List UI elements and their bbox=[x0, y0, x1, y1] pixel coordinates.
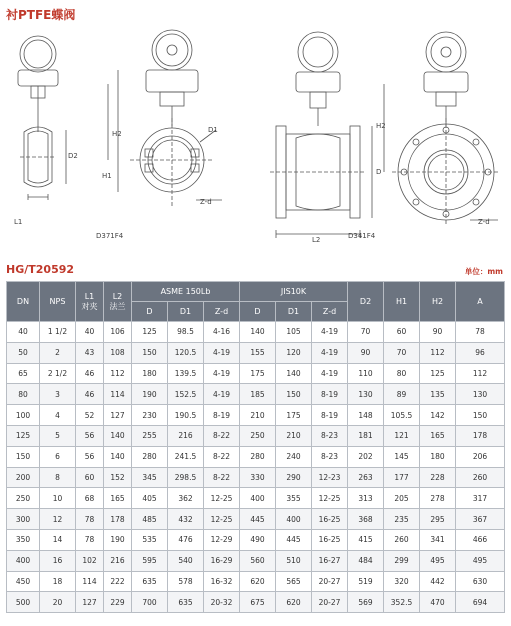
table-cell: 148 bbox=[348, 405, 384, 426]
table-row bbox=[7, 446, 505, 467]
table-cell: 240 bbox=[276, 446, 312, 467]
table-cell: 355 bbox=[276, 488, 312, 509]
table-cell: 216 bbox=[104, 550, 132, 571]
table-row bbox=[7, 571, 505, 592]
table-cell: 12-23 bbox=[312, 467, 348, 488]
table-cell: 400 bbox=[276, 509, 312, 530]
table-row bbox=[7, 342, 505, 363]
table-cell: 1 1/2 bbox=[40, 322, 76, 343]
table-cell: 635 bbox=[132, 571, 168, 592]
table-cell: 510 bbox=[276, 550, 312, 571]
table-cell: 300 bbox=[7, 509, 40, 530]
table-cell: 155 bbox=[240, 342, 276, 363]
table-cell: 102 bbox=[76, 550, 104, 571]
table-cell: 16-32 bbox=[204, 571, 240, 592]
table-cell: 100 bbox=[7, 405, 40, 426]
table-cell: 127 bbox=[104, 405, 132, 426]
table-cell: 165 bbox=[420, 425, 456, 446]
table-cell: 228 bbox=[420, 467, 456, 488]
table-cell: 112 bbox=[104, 363, 132, 384]
table-cell: 12-25 bbox=[204, 488, 240, 509]
table-cell: 263 bbox=[348, 467, 384, 488]
table-cell: 180 bbox=[420, 446, 456, 467]
table-cell: 578 bbox=[168, 571, 204, 592]
table-cell: 114 bbox=[76, 571, 104, 592]
table-cell: 16-27 bbox=[312, 550, 348, 571]
table-cell: 65 bbox=[7, 363, 40, 384]
table-cell: 152 bbox=[104, 467, 132, 488]
table-cell: 500 bbox=[7, 592, 40, 613]
table-cell: 152.5 bbox=[168, 384, 204, 405]
table-cell: 620 bbox=[276, 592, 312, 613]
table-row bbox=[7, 467, 505, 488]
table-cell: 620 bbox=[240, 571, 276, 592]
table-cell: 139.5 bbox=[168, 363, 204, 384]
table-cell: 8-19 bbox=[312, 384, 348, 405]
table-cell: 4 bbox=[40, 405, 76, 426]
table-cell: 8-23 bbox=[312, 446, 348, 467]
table-cell: 14 bbox=[40, 529, 76, 550]
label-h2-left: H2 bbox=[112, 130, 122, 138]
unit-label: 单位：mm bbox=[464, 267, 503, 276]
header-nps: NPS bbox=[40, 282, 76, 322]
table-cell: 445 bbox=[276, 529, 312, 550]
caption-d341f4: D341F4 bbox=[348, 232, 376, 240]
table-cell: 8-19 bbox=[312, 405, 348, 426]
table-cell: 675 bbox=[240, 592, 276, 613]
table-cell: 4-19 bbox=[312, 342, 348, 363]
table-row bbox=[7, 592, 505, 613]
table-cell: 202 bbox=[348, 446, 384, 467]
table-cell: 210 bbox=[240, 405, 276, 426]
table-cell: 8-23 bbox=[312, 425, 348, 446]
table-cell: 280 bbox=[132, 446, 168, 467]
table-cell: 352.5 bbox=[384, 592, 420, 613]
table-cell: 345 bbox=[132, 467, 168, 488]
table-cell: 241.5 bbox=[168, 446, 204, 467]
table-cell: 142 bbox=[420, 405, 456, 426]
table-cell: 56 bbox=[76, 446, 104, 467]
table-cell: 341 bbox=[420, 529, 456, 550]
table-cell: 46 bbox=[76, 384, 104, 405]
table-cell: 70 bbox=[384, 342, 420, 363]
flanged-front-view bbox=[384, 32, 500, 226]
table-cell: 216 bbox=[168, 425, 204, 446]
table-cell: 250 bbox=[7, 488, 40, 509]
table-cell: 368 bbox=[348, 509, 384, 530]
label-l1: L1 bbox=[14, 218, 23, 226]
table-cell: 106 bbox=[104, 322, 132, 343]
header-asme-d: D bbox=[132, 302, 168, 322]
table-cell: 10 bbox=[40, 488, 76, 509]
table-cell: 108 bbox=[104, 342, 132, 363]
header-jis-d: D bbox=[240, 302, 276, 322]
technical-drawing bbox=[0, 22, 511, 252]
table-cell: 260 bbox=[456, 467, 505, 488]
header-l2: L2 法兰 bbox=[104, 282, 132, 322]
table-cell: 205 bbox=[384, 488, 420, 509]
table-cell: 98.5 bbox=[168, 322, 204, 343]
table-cell: 6 bbox=[40, 446, 76, 467]
table-cell: 476 bbox=[168, 529, 204, 550]
table-cell: 68 bbox=[76, 488, 104, 509]
table-cell: 569 bbox=[348, 592, 384, 613]
table-row bbox=[7, 509, 505, 530]
header-a: A bbox=[456, 282, 505, 322]
table-cell: 8-22 bbox=[204, 425, 240, 446]
table-cell: 200 bbox=[7, 467, 40, 488]
table-cell: 432 bbox=[168, 509, 204, 530]
table-cell: 130 bbox=[348, 384, 384, 405]
header-l1: L1 对夹 bbox=[76, 282, 104, 322]
table-cell: 2 bbox=[40, 342, 76, 363]
table-cell: 4-16 bbox=[204, 322, 240, 343]
header-d2: D2 bbox=[348, 282, 384, 322]
table-cell: 181 bbox=[348, 425, 384, 446]
table-cell: 222 bbox=[104, 571, 132, 592]
table-cell: 112 bbox=[456, 363, 505, 384]
spec-table-body bbox=[7, 322, 505, 613]
table-row bbox=[7, 425, 505, 446]
table-row bbox=[7, 384, 505, 405]
header-h1: H1 bbox=[384, 282, 420, 322]
table-cell: 120.5 bbox=[168, 342, 204, 363]
table-row bbox=[7, 363, 505, 384]
table-cell: 16-25 bbox=[312, 529, 348, 550]
table-cell: 190 bbox=[104, 529, 132, 550]
table-row bbox=[7, 322, 505, 343]
header-jis-zd: Z-d bbox=[312, 302, 348, 322]
table-cell: 127 bbox=[76, 592, 104, 613]
table-cell: 350 bbox=[7, 529, 40, 550]
table-cell: 140 bbox=[276, 363, 312, 384]
table-cell: 8 bbox=[40, 467, 76, 488]
table-cell: 150 bbox=[7, 446, 40, 467]
table-cell: 177 bbox=[384, 467, 420, 488]
wafer-front-view bbox=[108, 30, 222, 207]
table-cell: 125 bbox=[420, 363, 456, 384]
table-cell: 495 bbox=[420, 550, 456, 571]
table-cell: 635 bbox=[168, 592, 204, 613]
table-row bbox=[7, 550, 505, 571]
table-cell: 694 bbox=[456, 592, 505, 613]
table-cell: 290 bbox=[276, 467, 312, 488]
table-cell: 400 bbox=[7, 550, 40, 571]
table-cell: 150 bbox=[132, 342, 168, 363]
table-cell: 367 bbox=[456, 509, 505, 530]
table-cell: 4-19 bbox=[204, 384, 240, 405]
label-l2: L2 bbox=[312, 236, 321, 244]
header-asme-zd: Z-d bbox=[204, 302, 240, 322]
table-cell: 112 bbox=[420, 342, 456, 363]
table-cell: 125 bbox=[7, 425, 40, 446]
table-cell: 560 bbox=[240, 550, 276, 571]
table-cell: 317 bbox=[456, 488, 505, 509]
table-cell: 400 bbox=[240, 488, 276, 509]
table-cell: 40 bbox=[76, 322, 104, 343]
table-cell: 12 bbox=[40, 509, 76, 530]
table-cell: 178 bbox=[104, 509, 132, 530]
table-cell: 540 bbox=[168, 550, 204, 571]
table-cell: 105.5 bbox=[384, 405, 420, 426]
table-cell: 89 bbox=[384, 384, 420, 405]
table-cell: 260 bbox=[384, 529, 420, 550]
table-cell: 50 bbox=[7, 342, 40, 363]
table-cell: 140 bbox=[240, 322, 276, 343]
table-cell: 78 bbox=[76, 509, 104, 530]
table-cell: 12-29 bbox=[204, 529, 240, 550]
table-cell: 12-25 bbox=[312, 488, 348, 509]
table-cell: 450 bbox=[7, 571, 40, 592]
table-cell: 4-19 bbox=[312, 363, 348, 384]
table-cell: 52 bbox=[76, 405, 104, 426]
table-cell: 165 bbox=[104, 488, 132, 509]
table-cell: 595 bbox=[132, 550, 168, 571]
table-cell: 320 bbox=[384, 571, 420, 592]
table-cell: 145 bbox=[384, 446, 420, 467]
table-cell: 46 bbox=[76, 363, 104, 384]
table-cell: 485 bbox=[132, 509, 168, 530]
table-cell: 445 bbox=[240, 509, 276, 530]
table-cell: 519 bbox=[348, 571, 384, 592]
label-d-right: D bbox=[376, 168, 382, 176]
header-asme: ASME 150Lb bbox=[132, 282, 240, 302]
table-cell: 8-19 bbox=[204, 405, 240, 426]
table-cell: 175 bbox=[276, 405, 312, 426]
table-row bbox=[7, 529, 505, 550]
table-cell: 299 bbox=[384, 550, 420, 571]
table-cell: 130 bbox=[456, 384, 505, 405]
table-cell: 180 bbox=[132, 363, 168, 384]
table-cell: 20-27 bbox=[312, 571, 348, 592]
table-cell: 70 bbox=[348, 322, 384, 343]
wafer-side-view bbox=[18, 36, 66, 200]
table-cell: 490 bbox=[240, 529, 276, 550]
table-cell: 20-32 bbox=[204, 592, 240, 613]
table-cell: 210 bbox=[276, 425, 312, 446]
label-zd-right: Z-d bbox=[478, 218, 490, 226]
table-cell: 12-25 bbox=[204, 509, 240, 530]
header-jis-d1: D1 bbox=[276, 302, 312, 322]
table-cell: 16 bbox=[40, 550, 76, 571]
table-cell: 565 bbox=[276, 571, 312, 592]
table-cell: 16-29 bbox=[204, 550, 240, 571]
table-cell: 255 bbox=[132, 425, 168, 446]
table-cell: 121 bbox=[384, 425, 420, 446]
table-cell: 140 bbox=[104, 425, 132, 446]
caption-d371f4: D371F4 bbox=[96, 232, 124, 240]
table-cell: 125 bbox=[132, 322, 168, 343]
table-row bbox=[7, 405, 505, 426]
table-cell: 362 bbox=[168, 488, 204, 509]
table-cell: 405 bbox=[132, 488, 168, 509]
table-cell: 5 bbox=[40, 425, 76, 446]
table-cell: 150 bbox=[276, 384, 312, 405]
table-cell: 110 bbox=[348, 363, 384, 384]
table-cell: 78 bbox=[456, 322, 505, 343]
table-cell: 442 bbox=[420, 571, 456, 592]
table-cell: 178 bbox=[456, 425, 505, 446]
table-cell: 60 bbox=[76, 467, 104, 488]
table-cell: 43 bbox=[76, 342, 104, 363]
table-cell: 700 bbox=[132, 592, 168, 613]
table-cell: 630 bbox=[456, 571, 505, 592]
table-cell: 535 bbox=[132, 529, 168, 550]
table-cell: 2 1/2 bbox=[40, 363, 76, 384]
table-cell: 140 bbox=[104, 446, 132, 467]
header-dn: DN bbox=[7, 282, 40, 322]
table-cell: 18 bbox=[40, 571, 76, 592]
table-cell: 230 bbox=[132, 405, 168, 426]
table-cell: 96 bbox=[456, 342, 505, 363]
page-title: 衬PTFE蝶阀 bbox=[6, 8, 76, 22]
table-cell: 60 bbox=[384, 322, 420, 343]
table-cell: 8-22 bbox=[204, 467, 240, 488]
table-cell: 90 bbox=[420, 322, 456, 343]
label-zd-left: Z-d bbox=[200, 198, 212, 206]
table-cell: 20-27 bbox=[312, 592, 348, 613]
header-h2: H2 bbox=[420, 282, 456, 322]
table-cell: 229 bbox=[104, 592, 132, 613]
table-cell: 415 bbox=[348, 529, 384, 550]
table-cell: 295 bbox=[420, 509, 456, 530]
table-cell: 120 bbox=[276, 342, 312, 363]
table-cell: 90 bbox=[348, 342, 384, 363]
table-cell: 190 bbox=[132, 384, 168, 405]
table-cell: 190.5 bbox=[168, 405, 204, 426]
label-d2-left: D2 bbox=[68, 152, 78, 160]
table-cell: 466 bbox=[456, 529, 505, 550]
table-cell: 298.5 bbox=[168, 467, 204, 488]
table-cell: 150 bbox=[456, 405, 505, 426]
table-cell: 280 bbox=[240, 446, 276, 467]
table-cell: 185 bbox=[240, 384, 276, 405]
table-cell: 3 bbox=[40, 384, 76, 405]
table-cell: 4-19 bbox=[204, 363, 240, 384]
table-cell: 4-19 bbox=[204, 342, 240, 363]
table-cell: 175 bbox=[240, 363, 276, 384]
table-cell: 313 bbox=[348, 488, 384, 509]
table-row bbox=[7, 488, 505, 509]
label-h1-left: H1 bbox=[102, 172, 112, 180]
table-cell: 80 bbox=[7, 384, 40, 405]
table-cell: 105 bbox=[276, 322, 312, 343]
table-cell: 4-19 bbox=[312, 322, 348, 343]
table-cell: 8-22 bbox=[204, 446, 240, 467]
spec-table bbox=[6, 281, 505, 613]
table-cell: 135 bbox=[420, 384, 456, 405]
table-cell: 250 bbox=[240, 425, 276, 446]
table-cell: 80 bbox=[384, 363, 420, 384]
table-cell: 114 bbox=[104, 384, 132, 405]
table-cell: 78 bbox=[76, 529, 104, 550]
standard-label: HG/T20592 bbox=[6, 263, 75, 276]
table-cell: 56 bbox=[76, 425, 104, 446]
label-d1-left: D1 bbox=[208, 126, 218, 134]
table-cell: 16-25 bbox=[312, 509, 348, 530]
table-cell: 235 bbox=[384, 509, 420, 530]
label-h2-right: H2 bbox=[376, 122, 386, 130]
table-cell: 484 bbox=[348, 550, 384, 571]
table-cell: 470 bbox=[420, 592, 456, 613]
table-cell: 495 bbox=[456, 550, 505, 571]
valve-drawings bbox=[0, 22, 511, 252]
table-cell: 206 bbox=[456, 446, 505, 467]
header-asme-d1: D1 bbox=[168, 302, 204, 322]
table-cell: 20 bbox=[40, 592, 76, 613]
table-cell: 278 bbox=[420, 488, 456, 509]
table-cell: 330 bbox=[240, 467, 276, 488]
flanged-side-view bbox=[270, 32, 372, 238]
table-cell: 40 bbox=[7, 322, 40, 343]
header-jis: JIS10K bbox=[240, 282, 348, 302]
